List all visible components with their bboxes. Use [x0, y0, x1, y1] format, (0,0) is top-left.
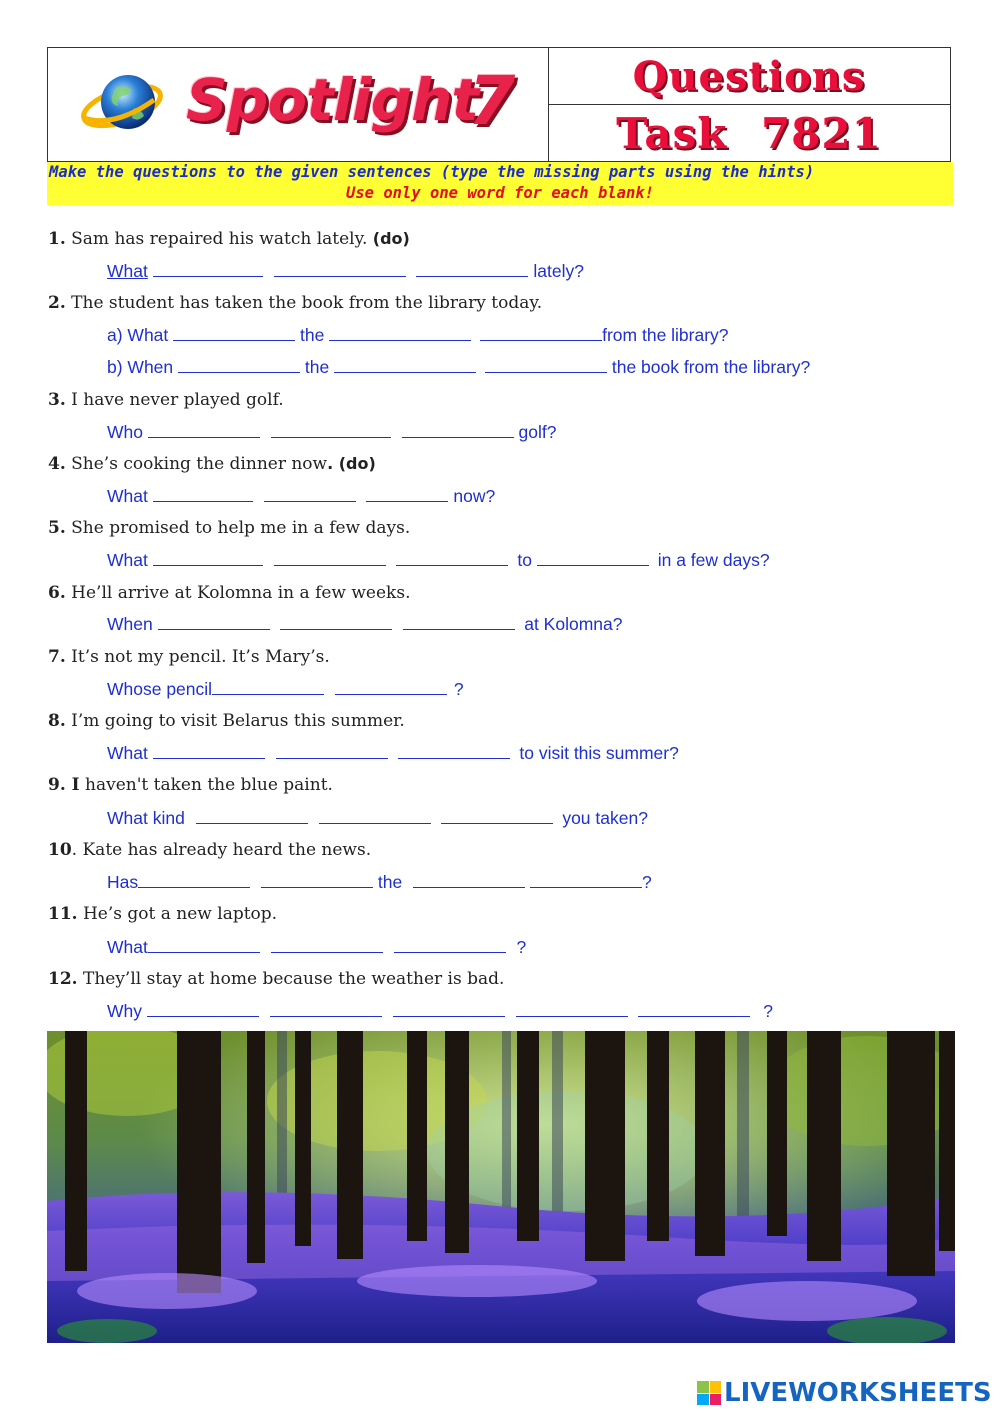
answer-word: you taken? — [562, 808, 648, 828]
question-9 — [48, 775, 333, 795]
answer-word: What — [107, 937, 148, 957]
bluebell-forest-image — [47, 1031, 955, 1343]
question-2 — [48, 293, 542, 313]
answer-word: What — [107, 261, 148, 281]
answer-2b — [107, 357, 810, 378]
answer-blank[interactable] — [485, 358, 607, 373]
answer-word: ? — [453, 679, 464, 699]
brand-name: Spotlight — [186, 66, 479, 134]
answer-6 — [107, 614, 622, 635]
answer-blank[interactable] — [403, 615, 515, 630]
answer-blank[interactable] — [393, 1002, 505, 1017]
worksheet-header — [47, 47, 951, 162]
answer-9 — [107, 808, 648, 829]
answer-word: What — [107, 550, 148, 570]
answer-word: the book from the library? — [611, 357, 811, 377]
answer-blank[interactable] — [319, 809, 431, 824]
answer-blank[interactable] — [153, 551, 263, 566]
answer-blank[interactable] — [271, 938, 383, 953]
question-4 — [48, 454, 376, 474]
answer-12 — [107, 1001, 773, 1022]
question-7 — [48, 647, 330, 667]
answer-blank[interactable] — [274, 262, 406, 277]
answer-word: ? — [763, 1001, 773, 1021]
answer-word: lately? — [533, 261, 584, 281]
question-text: He’ll arrive at Kolomna in a few weeks. — [65, 583, 411, 603]
answer-word: from the library? — [602, 325, 729, 345]
question-text: The student has taken the book from the library today. — [65, 293, 543, 313]
answer-blank[interactable] — [480, 326, 602, 341]
answer-word: Why — [107, 1001, 142, 1021]
question-number: 10 — [48, 840, 72, 860]
instruction-banner — [47, 162, 953, 205]
answer-blank[interactable] — [178, 358, 300, 373]
question-text: He’s got a new laptop. — [77, 904, 278, 924]
answer-word: the — [304, 357, 330, 377]
answer-blank[interactable] — [270, 1002, 382, 1017]
question-text: haven't taken the blue paint. — [79, 775, 333, 795]
answer-blank[interactable] — [212, 680, 324, 695]
answer-blank[interactable] — [537, 551, 649, 566]
answer-word: b) When — [107, 357, 174, 377]
answer-blank[interactable] — [280, 615, 392, 630]
answer-blank[interactable] — [334, 358, 476, 373]
answer-3 — [107, 422, 556, 443]
spotlight-logo — [48, 48, 549, 161]
answer-word: When — [107, 614, 153, 634]
liveworksheets-logo-icon — [697, 1381, 721, 1405]
page-title: Questions — [632, 52, 866, 100]
answer-blank[interactable] — [276, 744, 388, 759]
answer-blank[interactable] — [398, 744, 510, 759]
question-text: They’ll stay at home because the weather is bad. — [77, 969, 505, 989]
answer-blank[interactable] — [413, 873, 525, 888]
answer-blank[interactable] — [274, 551, 386, 566]
instruction-line-1: Make the questions to the given sentences (type the missing parts using the hints) — [49, 163, 815, 181]
answer-blank[interactable] — [402, 423, 514, 438]
answer-word: What kind — [107, 808, 185, 828]
instruction-line-2: Use only one word for each blank! — [346, 184, 654, 202]
answer-blank[interactable] — [173, 326, 295, 341]
answer-word: Has — [107, 872, 139, 892]
globe-icon — [76, 68, 168, 140]
question-text: She promised to help me in a few days. — [65, 518, 411, 538]
answer-word: ? — [516, 937, 527, 957]
question-text: She’s cooking the dinner now — [65, 454, 328, 474]
question-hint: (do) — [372, 229, 410, 248]
question-number: 8. — [48, 711, 66, 731]
answer-blank[interactable] — [271, 423, 391, 438]
answer-blank[interactable] — [516, 1002, 628, 1017]
answer-blank[interactable] — [530, 873, 642, 888]
question-10 — [48, 840, 371, 860]
answer-word: a) What — [107, 325, 169, 345]
answer-blank[interactable] — [329, 326, 471, 341]
answer-word: now? — [453, 486, 496, 506]
answer-word: the — [300, 325, 325, 345]
question-number: 6. — [48, 583, 66, 603]
question-hint: . (do) — [327, 454, 376, 473]
question-11 — [48, 904, 277, 924]
answer-blank[interactable] — [394, 938, 506, 953]
question-number: 4. — [48, 454, 66, 474]
answer-5 — [107, 550, 770, 571]
question-number: 3. — [48, 390, 66, 410]
question-text: It’s not my pencil. It’s Mary’s. — [65, 647, 330, 667]
answer-8 — [107, 743, 679, 764]
question-number: 1. — [48, 229, 66, 249]
question-3 — [48, 390, 284, 410]
question-text: Sam has repaired his watch lately. — [65, 229, 373, 249]
answer-blank[interactable] — [441, 809, 553, 824]
answer-blank[interactable] — [158, 615, 270, 630]
question-number: 5. — [48, 518, 66, 538]
answer-blank[interactable] — [148, 423, 260, 438]
answer-7 — [107, 679, 464, 700]
task-cell — [548, 105, 950, 161]
question-5 — [48, 518, 410, 538]
answer-blank[interactable] — [196, 809, 308, 824]
answer-11 — [107, 937, 526, 958]
answer-blank[interactable] — [335, 680, 447, 695]
task-number: Task 7821 — [616, 108, 882, 158]
answer-blank[interactable] — [147, 1002, 259, 1017]
answer-blank[interactable] — [264, 487, 356, 502]
answer-word: golf? — [518, 422, 557, 442]
answer-word: the — [377, 872, 403, 892]
answer-word: to visit this summer? — [519, 743, 679, 763]
question-8 — [48, 711, 405, 731]
answer-10 — [107, 872, 652, 893]
answer-blank[interactable] — [153, 487, 253, 502]
answer-blank[interactable] — [138, 873, 250, 888]
answer-blank[interactable] — [396, 551, 508, 566]
answer-blank[interactable] — [153, 262, 263, 277]
brand-number: 7 — [468, 62, 516, 141]
question-number: 7. — [48, 647, 66, 667]
answer-4 — [107, 486, 495, 507]
question-text: I have never played golf. — [65, 390, 284, 410]
answer-word: at Kolomna? — [524, 614, 623, 634]
answer-word: What — [107, 486, 148, 506]
answer-blank[interactable] — [416, 262, 528, 277]
answer-blank[interactable] — [366, 487, 448, 502]
answer-word: to — [517, 550, 532, 570]
answer-word: in a few days? — [657, 550, 770, 570]
question-number: 12. — [48, 969, 78, 989]
question-12 — [48, 969, 504, 989]
answer-word: What — [107, 743, 148, 763]
question-6 — [48, 583, 410, 603]
question-number: 2. — [48, 293, 66, 313]
question-number: 9. I — [48, 775, 80, 795]
answer-blank[interactable] — [148, 938, 260, 953]
answer-blank[interactable] — [153, 744, 265, 759]
question-text: . Kate has already heard the news. — [71, 840, 372, 860]
answer-2a — [107, 325, 729, 346]
answer-word: Who — [107, 422, 143, 442]
liveworksheets-logo — [697, 1378, 992, 1408]
answer-word: ? — [641, 872, 652, 892]
answer-blank[interactable] — [261, 873, 373, 888]
question-text: I’m going to visit Belarus this summer. — [65, 711, 405, 731]
answer-word: Whose pencil — [107, 679, 213, 699]
liveworksheets-logo-text: LIVEWORKSHEETS — [724, 1378, 992, 1408]
title-cell — [548, 48, 950, 105]
question-number: 11. — [48, 904, 78, 924]
answer-1 — [107, 261, 584, 282]
question-1 — [48, 229, 410, 249]
answer-blank[interactable] — [638, 1002, 750, 1017]
